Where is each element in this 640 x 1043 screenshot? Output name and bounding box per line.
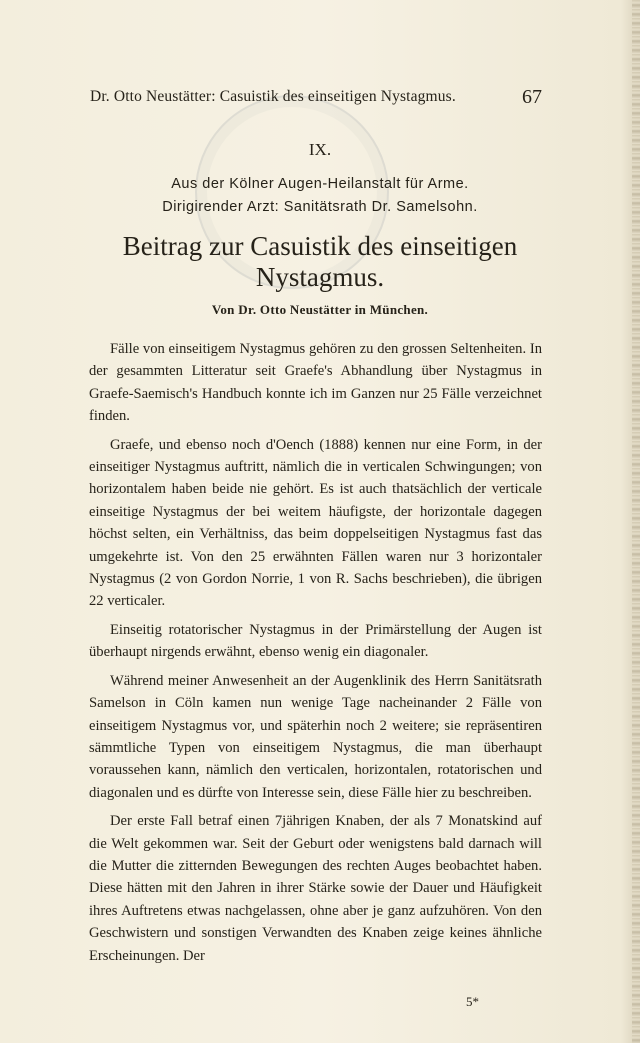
article-title [0,231,640,293]
author-byline: Von Dr. Otto Neustätter in München. [211,302,429,317]
paragraph-2: Graefe, und ebenso noch d'Oench (1888) kennen nur eine Form, in der einseitiger Nystagmus auftritt, nämlich die in verticalen Schwingungen; von horizontalem haben beide nie gehört. Es ist auch thatsächlich der verticale einseitige Nystagmus der bei weitem häufigste, der horizontale dagegen höchst selten, ein Verhältniss, das beim doppelseitigen Nystagmus fast das umgekehrte ist. Von den 25 erwähnten Fällen waren nur 3 horizontaler Nystagmus (2 von Gordon Norrie, 1 von R. Sachs beschrieben), die übrigen 22 verticaler. [89,436,542,610]
section-number: IX. [308,140,332,159]
page-number: 67 [522,86,542,108]
affiliation-line-1: Aus der Kölner Augen-Heilanstalt für Arme. [171,176,469,192]
signature-mark: 5* [466,994,479,1009]
running-head-title: Dr. Otto Neustätter: Casuistik des einseitigen Nystagmus. [90,88,456,105]
paragraph-3: Einseitig rotatorischer Nystagmus in der Primärstellung der Augen ist überhaupt nirgends erwähnt, ebenso wenig ein diagonaler. [89,621,542,661]
running-head [90,86,542,110]
article-title-line-1: Beitrag zur Casuistik des einseitigen [122,231,518,261]
paragraph-4: Während meiner Anwesenheit an der Augenklinik des Herrn Sanitätsrath Samelson in Cöln kamen nun wenige Tage nacheinander 2 Fälle von einseitigem Nystagmus vor, und späterhin noch 2 weitere; sie repräsentiren sämmtliche Typen von einseitigem Nystagmus, die man überhaupt voraussehen kann, nämlich den verticalen, horizontalen, rotatorischen und diagonalen und es dürfte von Interesse sein, diese Fälle hier zu beschreiben. [89,672,542,801]
article-body [89,338,542,973]
paragraph-5: Der erste Fall betraf einen 7jährigen Knaben, der als 7 Monatskind auf die Welt gekommen war. Seit der Geburt oder wenigstens bald darnach will die Mutter die zitternden Bewegungen des rechten Auges beobachtet haben. Diese hätten mit den Jahren in ihrer Stärke sowie der Dauer und Häufigkeit ihres Auftretens etwas nachgelassen, ohne aber je ganz aufzuhören. Von den Geschwistern und sonstigen Verwandten des Knaben zeige keines ähnliche Erscheinungen. Der [89,813,542,964]
affiliation-line-2: Dirigirender Arzt: Sanitätsrath Dr. Samelsohn. [162,199,478,215]
paragraph-1: Fälle von einseitigem Nystagmus gehören zu den grossen Seltenheiten. In der gesammten Litteratur seit Graefe's Abhandlung über Nystagmus in Graefe-Saemisch's Handbuch konnte ich im Ganzen nur 25 Fälle verzeichnet finden. [89,341,542,425]
article-title-line-2: Nystagmus. [255,262,385,292]
